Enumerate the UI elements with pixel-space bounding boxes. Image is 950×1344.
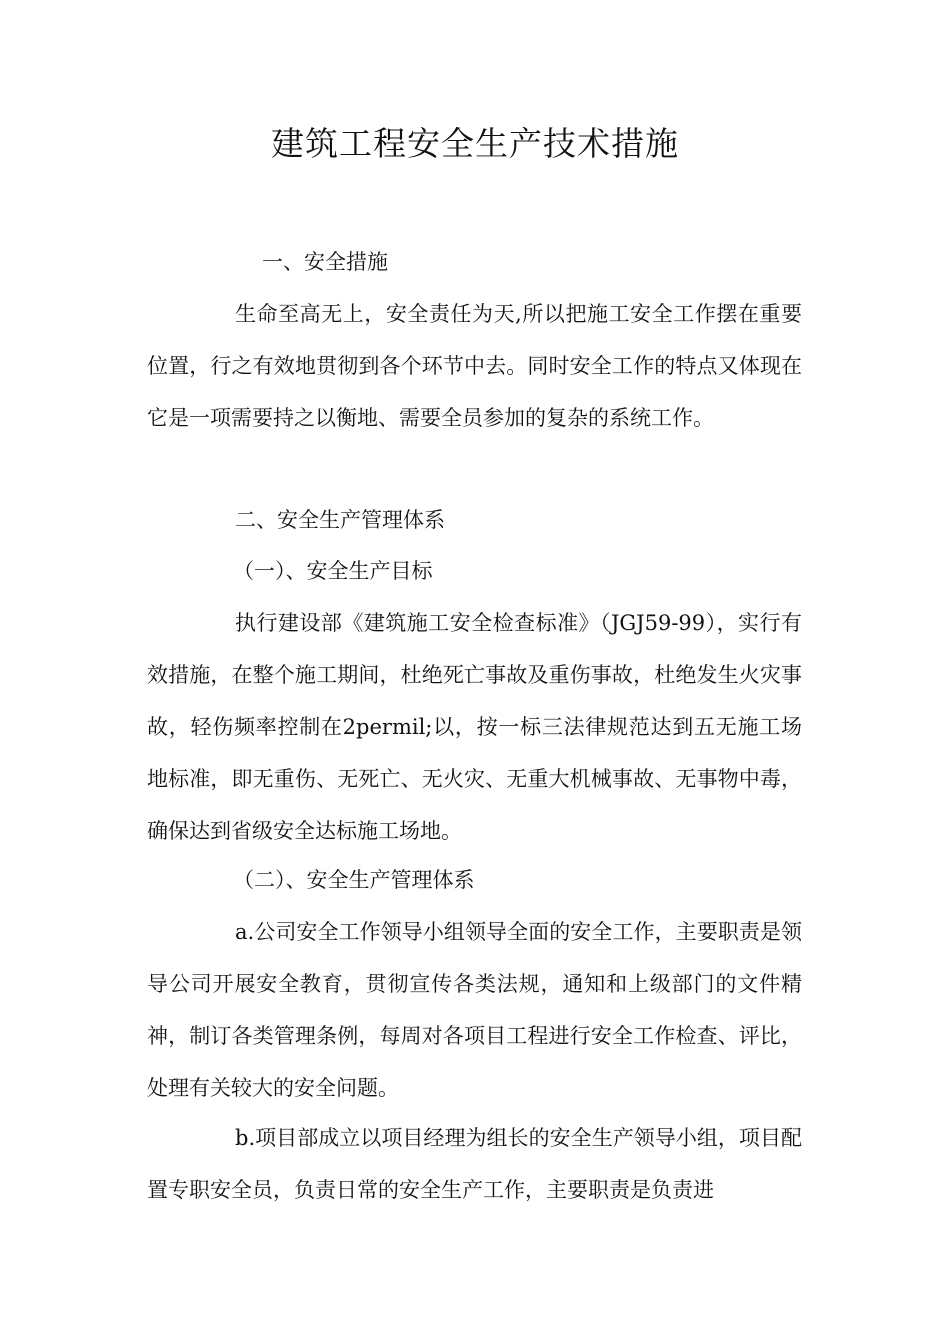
paragraph-item-b: b.项目部成立以项目经理为组长的安全生产领导小组，项目配置专职安全员，负责日常的安全生产工作，主要职责是负责进 (147, 1126, 802, 1202)
document-title: 建筑工程安全生产技术措施 (271, 124, 679, 163)
section-heading-1: 一、安全措施 (262, 250, 388, 274)
paragraph-safety-measures: 生命至高无上，安全责任为天,所以把施工安全工作摆在重要位置，行之有效地贯彻到各个环节中去。同时安全工作的特点又体现在它是一项需要持之以衡地、需要全员参加的复杂的系统工作。 (147, 302, 802, 430)
paragraph-safety-goals: 执行建设部《建筑施工安全检查标准》（JGJ59-99），实行有效措施，在整个施工期间，杜绝死亡事故及重伤事故，杜绝发生火灾事故，轻伤频率控制在2permil;以，按一标三法律规范达到五无施工场地标准，即无重伤、无死亡、无火灾、无重大机械事故、无事物中毒，确保达到省级安全达标施工场地。 (147, 611, 802, 843)
subsection-heading-2: （二）、安全生产管理体系 (233, 868, 475, 892)
section-heading-2: 二、安全生产管理体系 (235, 508, 445, 532)
subsection-heading-1: （一）、安全生产目标 (233, 559, 433, 583)
paragraph-item-a: a.公司安全工作领导小组领导全面的安全工作，主要职责是领导公司开展安全教育，贯彻宣传各类法规，通知和上级部门的文件精神，制订各类管理条例，每周对各项目工程进行安全工作检查、评比，处理有关较大的安全问题。 (147, 920, 802, 1100)
